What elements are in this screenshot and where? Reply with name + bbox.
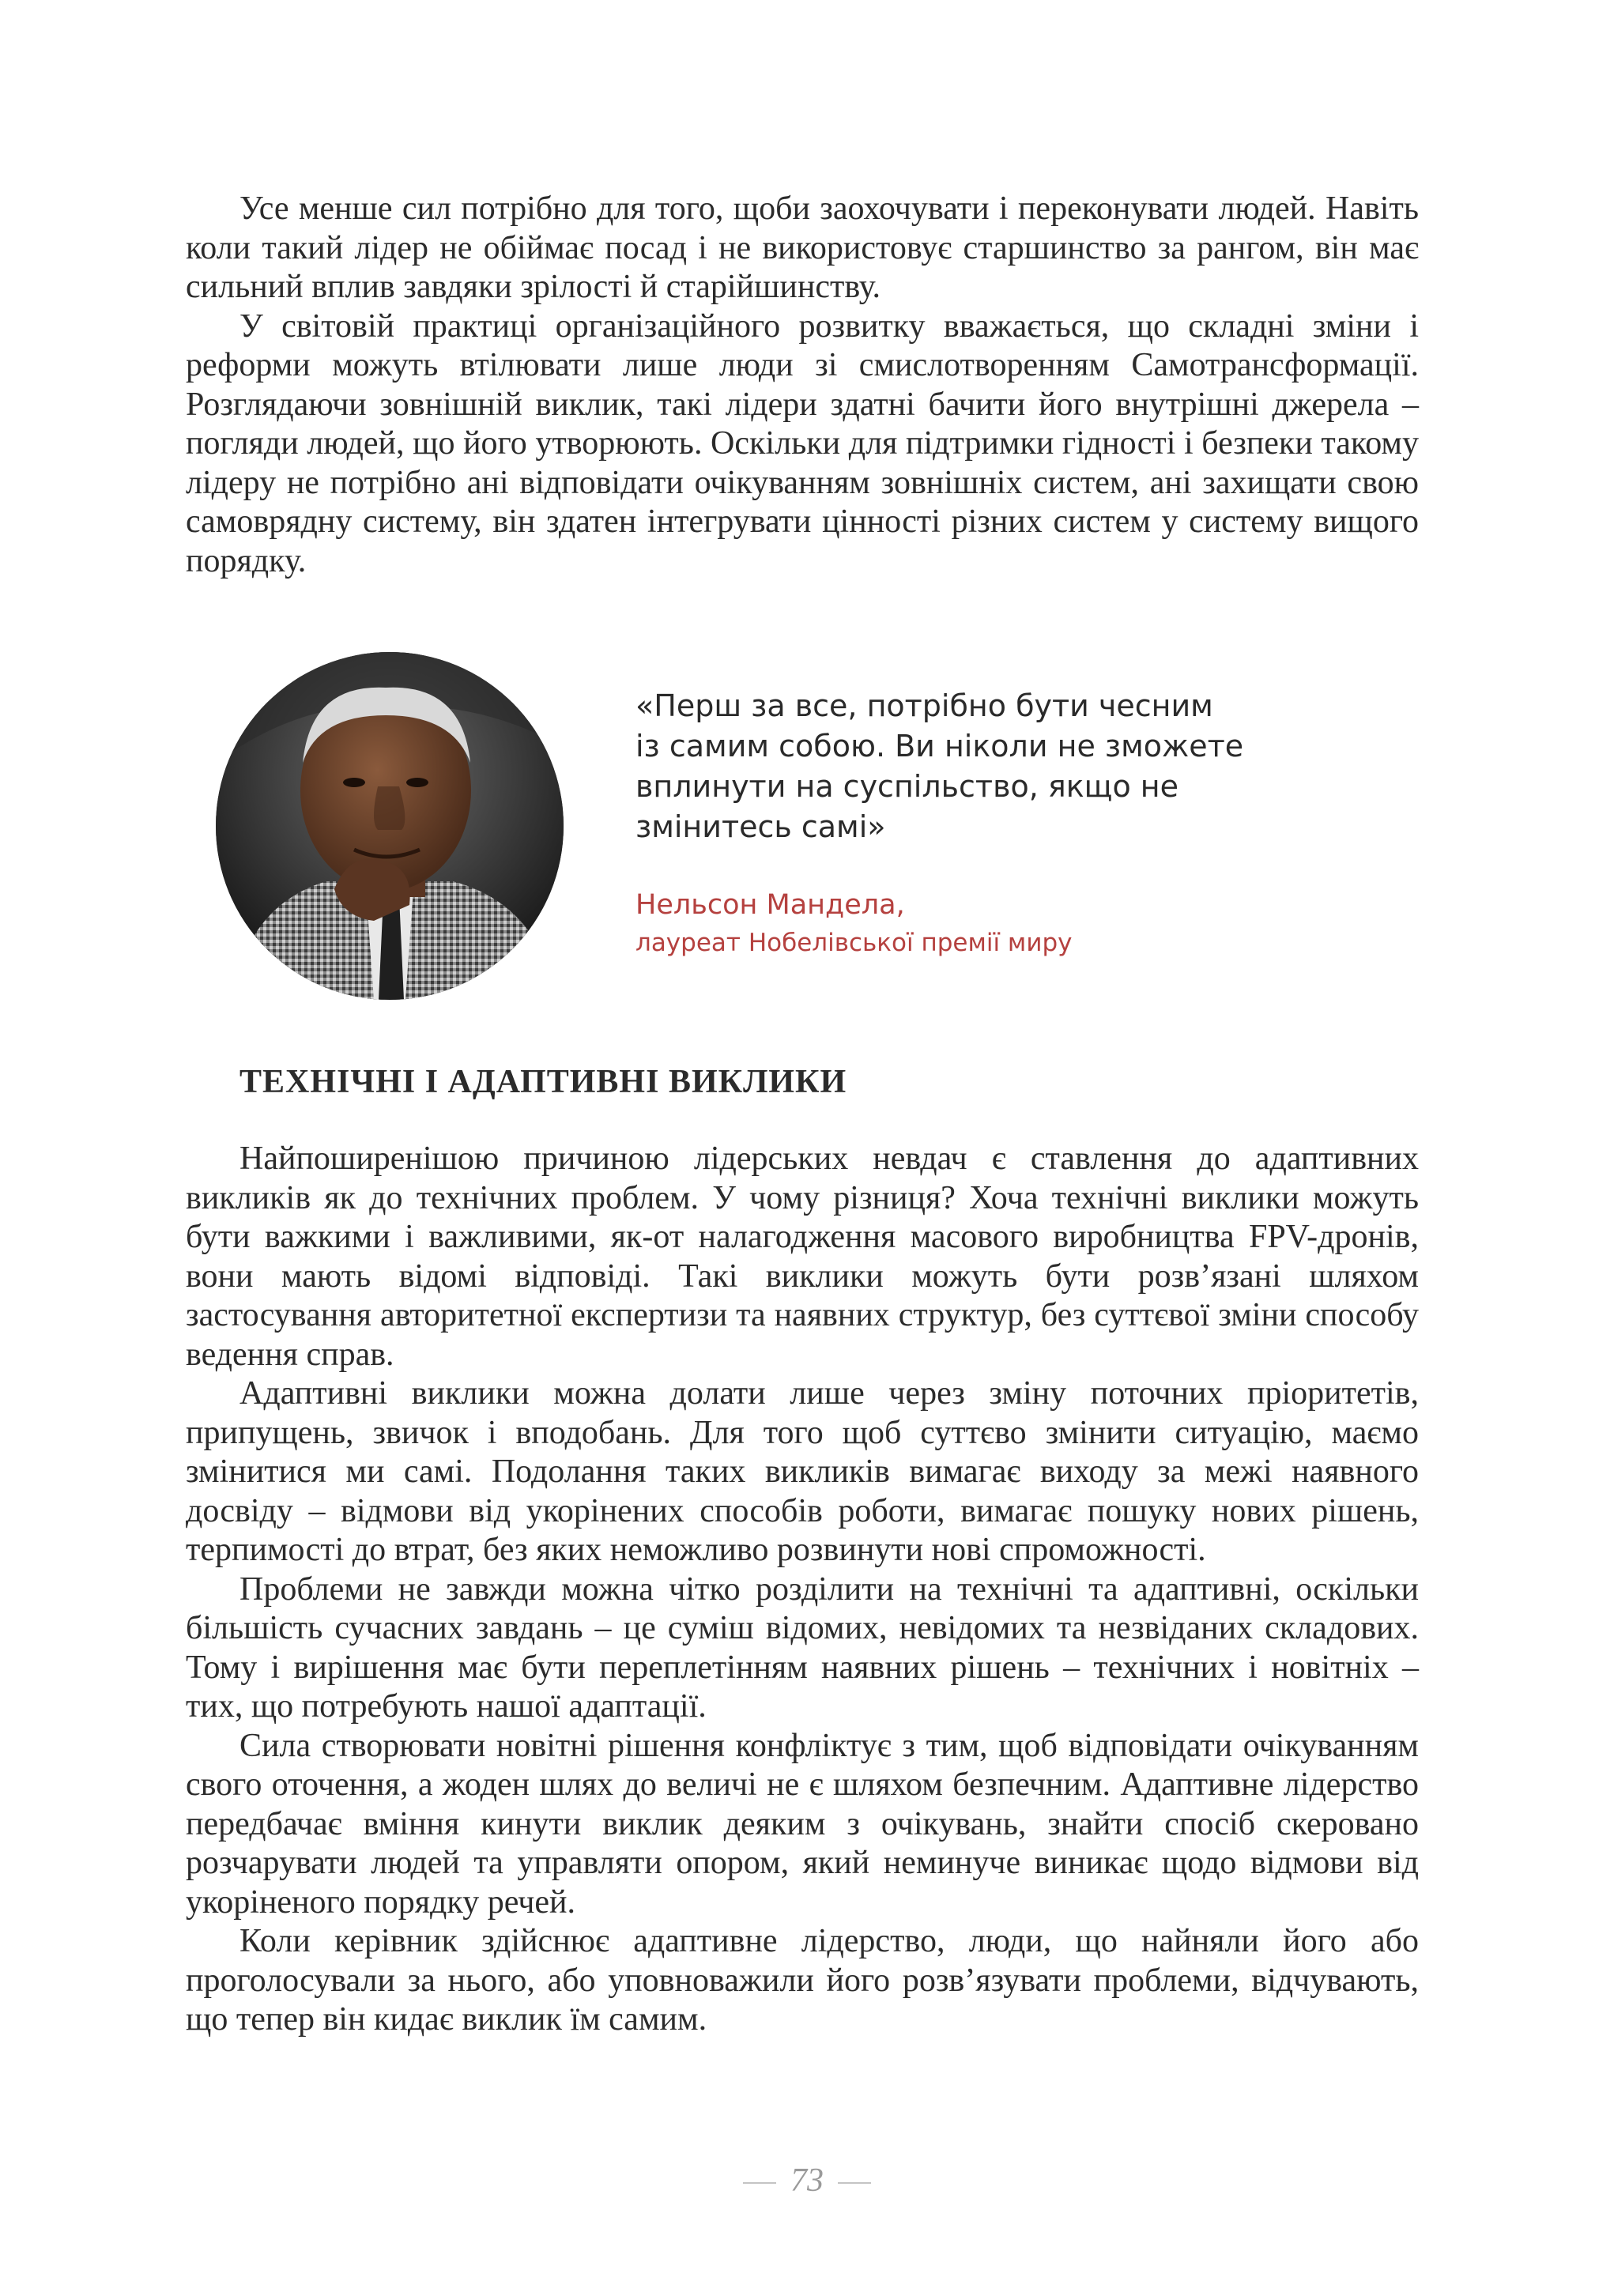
page-number: [0, 2162, 1614, 2200]
paragraph: Найпоширенішою причиною лідерських невдач є ставлення до адаптивних викликів як до технічних проблем. У чому різниця? Хоча технічні виклики можуть бути важкими і важливими, як-от налагодження масового виробництва FPV-дронів, вони мають відомі відповіді. Такі виклики можуть бути розв’язані шляхом застосування авторитетної експертизи та наявних структур, без суттєвої зміни способу ведення справ.: [186, 1140, 1419, 1373]
portrait-photo: [216, 652, 564, 1000]
paragraph: Адаптивні виклики можна долати лише через зміну поточних пріоритетів, припущень, звичок і вподобань. Для того щоб суттєво змінити ситуацію, маємо змінитися ми самі. Подолання таких викликів вимагає виходу за межі наявного досвіду – відмови від укорінених способів роботи, вимагає пошуку нових рішень, терпимості до втрат, без яких неможливо розвинути нові спроможності.: [186, 1375, 1419, 1568]
main-text: [186, 1140, 1419, 2040]
section-heading: ТЕХНІЧНІ І АДАПТИВНІ ВИКЛИКИ: [239, 1064, 847, 1100]
paragraph: Усе менше сил потрібно для того, щоби заохочувати і переконувати людей. Навіть коли такий лідер не обіймає посад і не використовує старшинство за рангом, він має сильний вплив завдяки зрілості й старійшинству.: [186, 190, 1419, 305]
paragraph: Коли керівник здійснює адаптивне лідерство, люди, що найняли його або проголосували за нього, або уповноважили його розв’язувати проблеми, відчувають, що тепер він кидає виклик їм самим.: [186, 1923, 1419, 2038]
quote-text: «Перш за все, потрібно бути чесним із самим собою. Ви ніколи не зможете вплинути на суспільство, якщо не змінитесь самі»: [635, 688, 1244, 844]
divider: [838, 2182, 871, 2184]
paragraph: Сила створювати новітні рішення конфліктує з тим, щоб відповідати очікуванням свого оточення, а жоден шлях до величі не є шляхом безпечним. Адаптивне лідерство передбачає вміння кинути виклик деяким з очікувань, знайти спосіб скеровано розчарувати людей та управляти опором, який неминуче виникає щодо відмови від укоріненого порядку речей.: [186, 1727, 1419, 1921]
paragraph: У світовій практиці організаційного розвитку вважається, що складні зміни і реформи можуть втілювати лише люди зі смислотворенням Самотрансформації. Розглядаючи зовнішній виклик, такі лідери здатні бачити його внутрішні джерела – погляди людей, що його утворюють. Оскільки для підтримки гідності і безпеки такому лідеру не потрібно ані відповідати очікуванням зовнішніх систем, ані захищати свою самоврядну систему, він здатен інтегрувати цінності різних систем у систему вищого порядку.: [186, 307, 1419, 579]
divider: [743, 2182, 776, 2184]
paragraph: Проблеми не завжди можна чітко розділити на технічні та адаптивні, оскільки більшість сучасних завдань – це суміш відомих, невідомих та незвіданих складових. Тому і вирішення має бути переплетінням наявних рішень – технічних і новітніх – тих, що потребують нашої адаптації.: [186, 1570, 1419, 1725]
intro-text: [186, 190, 1419, 581]
quote-author-title: лауреат Нобелівської премії миру: [635, 929, 1073, 957]
quote-author: Нельсон Мандела,: [635, 889, 905, 921]
page-number-value: 73: [790, 2162, 824, 2199]
